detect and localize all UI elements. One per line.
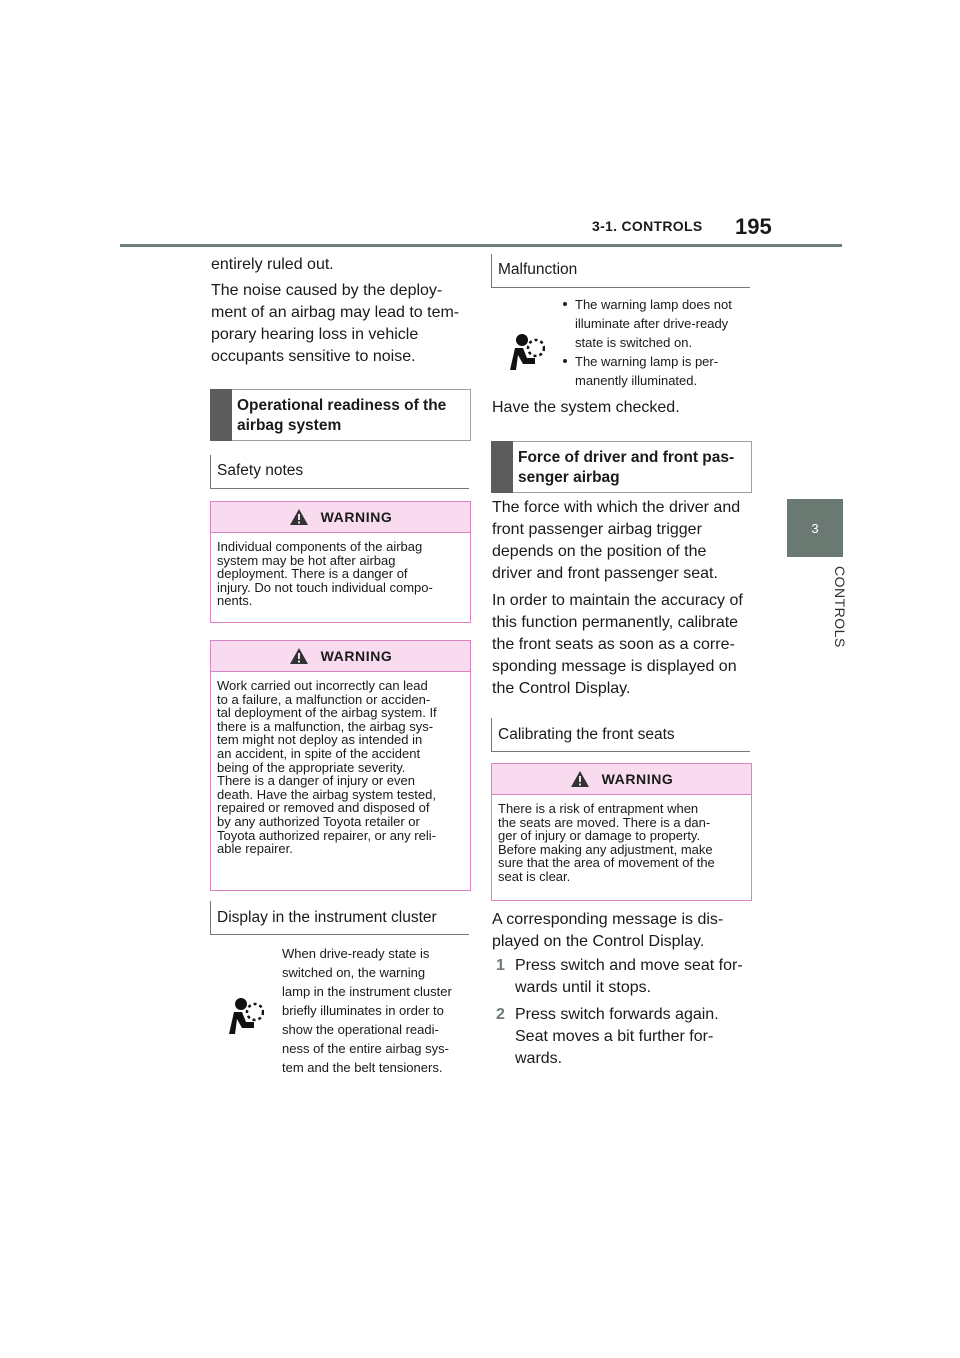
- list-item: The warning lamp does not illuminate after drive-ready state is switched on.: [561, 295, 756, 352]
- warning-triangle-icon: [570, 770, 590, 788]
- chapter-tab-label: CONTROLS: [832, 566, 848, 648]
- step-1: 1 Press switch and move seat for- wards until it stops.: [496, 957, 743, 996]
- chapter-tab[interactable]: [787, 499, 843, 557]
- subheading-malfunction: Malfunction: [498, 261, 578, 278]
- warning-box-hot-components: [210, 501, 471, 623]
- airbag-warning-icon: [228, 997, 264, 1035]
- subheading-calibrating-front-seats: Calibrating the front seats: [498, 726, 675, 743]
- warning-box-incorrect-work: [210, 640, 471, 891]
- left-paragraph-1: entirely ruled out.: [211, 256, 334, 273]
- warning-title: WARNING: [320, 648, 393, 664]
- malfunction-list: [561, 295, 756, 390]
- calibrate-paragraph: In order to maintain the accuracy of this function permanently, calibrate the front seats as soon as a corre- sponding message is displayed on the Control Display.: [492, 592, 743, 697]
- warning-title: WARNING: [320, 509, 393, 525]
- section-bar: [210, 389, 232, 441]
- warning-box-entrapment: [491, 763, 752, 901]
- header-rule: [120, 244, 842, 247]
- airbag-warning-icon: [509, 333, 545, 371]
- step-number: 1: [496, 957, 505, 974]
- warning-triangle-icon: [289, 647, 309, 665]
- header-section-title: 3-1. CONTROLS: [592, 218, 703, 234]
- section-bar: [491, 441, 513, 493]
- left-paragraph-2: The noise caused by the deploy- ment of an airbag may lead to tem- porary hearing loss in vehicle occupants sensitive to noise.: [211, 282, 460, 365]
- subheading-display-instrument-cluster: Display in the instrument cluster: [217, 909, 437, 926]
- check-system-text: Have the system checked.: [492, 399, 680, 416]
- list-item: The warning lamp is per- manently illuminated.: [561, 352, 756, 390]
- warning-text: Work carried out incorrectly can lead to a failure, a malfunction or acciden- tal deployment of the airbag system. If there is a malfunction, the airbag sys- tem might not deploy as intended in an accident, in spite of the accident being of the appropriate severity. There is a danger of injury or even death. Have the airbag system tested, repaired or removed and disposed of by any authorized Toyota retailer or Toyota authorized repairer, or any reli- able repairer.: [217, 678, 437, 857]
- section-heading-operational-readiness: Operational readiness of the airbag system: [210, 389, 471, 441]
- step-2: 2 Press switch forwards again. Seat moves a bit further for- wards.: [496, 1006, 719, 1067]
- section-heading-force-of-airbag: Force of driver and front pas- senger airbag: [491, 441, 752, 493]
- step-number: 2: [496, 1006, 505, 1023]
- page-number: 195: [735, 214, 772, 239]
- warning-title: WARNING: [601, 771, 674, 787]
- warning-text: There is a risk of entrapment when the seats are moved. There is a dan- ger of injury or damage to property. Before making any adjustment, make sure that the area of movement of the seat is clear.: [498, 801, 715, 884]
- warning-text: Individual components of the airbag system may be hot after airbag deployment. There is a danger of injury. Do not touch individual compo- nents.: [217, 539, 433, 609]
- warning-triangle-icon: [289, 508, 309, 526]
- display-description: When drive-ready state is switched on, the warning lamp in the instrument cluster briefly illuminates in order to show the operational readi- ness of the entire airbag sys- tem and the belt tensioners.: [282, 946, 452, 1075]
- chapter-number: 3: [811, 520, 819, 536]
- subheading-safety-notes: Safety notes: [217, 462, 304, 479]
- message-paragraph: A corresponding message is dis- played on the Control Display.: [492, 911, 724, 950]
- force-paragraph: The force with which the driver and front passenger airbag trigger depends on the position of the driver and front passenger seat.: [492, 499, 741, 582]
